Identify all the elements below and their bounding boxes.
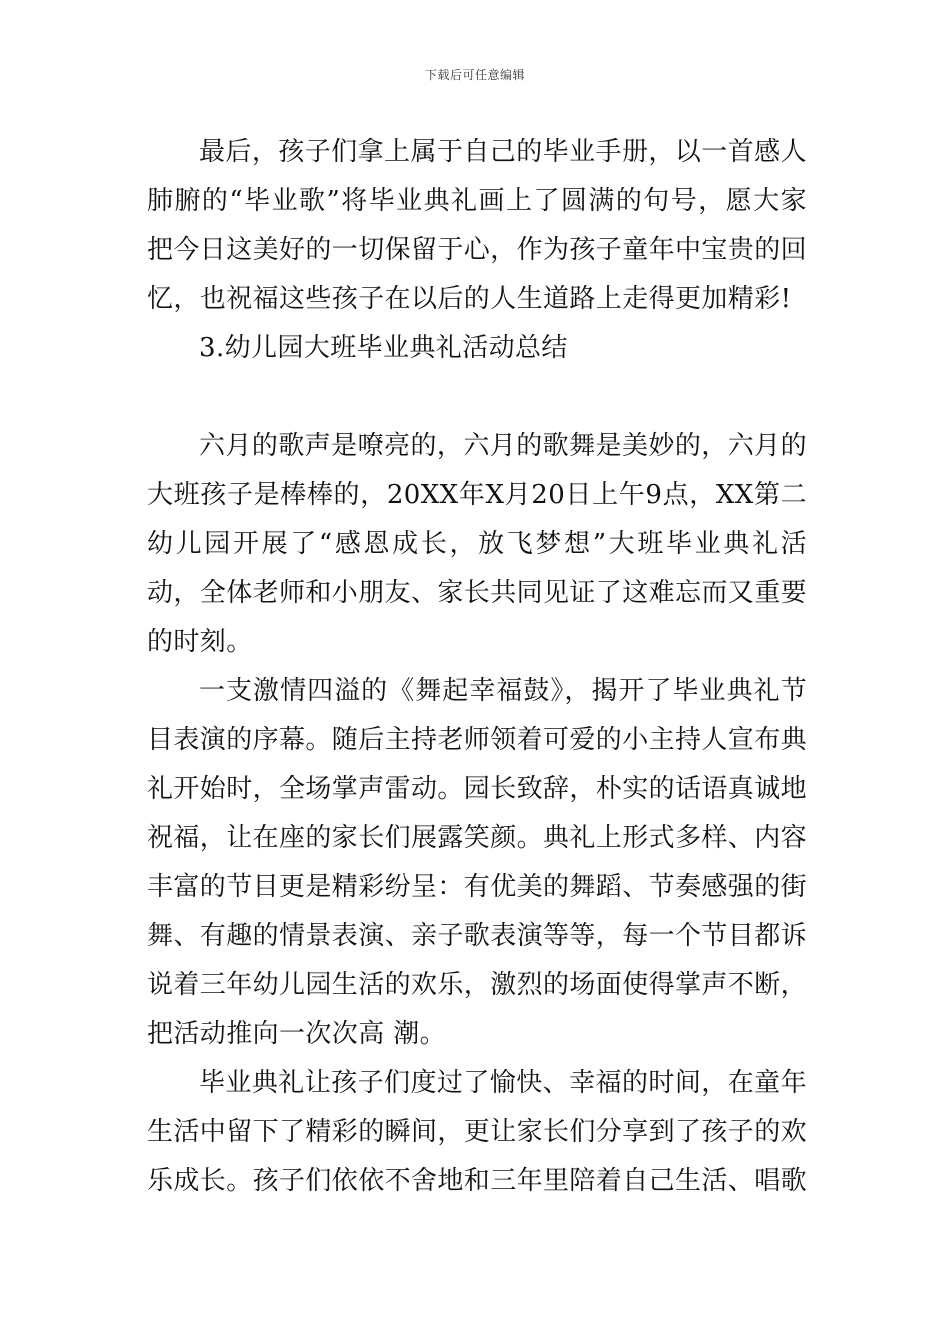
section-heading: 3.幼儿园大班毕业典礼活动总结: [199, 333, 568, 363]
paragraph-intro: 六月的歌声是嘹亮的，六月的歌舞是美妙的，六月的大班孩子是棒棒的，20XX年X月20日上午9点，XX第二幼儿园开展了“感恩成长，放飞梦想”大班毕业典礼活动，全体老师和小朋友、家长共同见证了这难忘而又重要的时刻。: [147, 431, 808, 657]
page-header-note: 下载后可任意编辑: [424, 68, 525, 82]
document-body: [147, 128, 807, 1206]
blank-line: [147, 373, 807, 422]
paragraph-performances: 一支激情四溢的《舞起幸福鼓》，揭开了毕业典礼节目表演的序幕。随后主持老师领着可爱的小主持人宣布典礼开始时，全场掌声雷动。园长致辞，朴实的话语真诚地祝福，让在座的家长们展露笑颜。典礼上形式多样、内容丰富的节目更是精彩纷呈：有优美的舞蹈、节奏感强的街舞、有趣的情景表演、亲子歌表演等等，每一个节目都诉说着三年幼儿园生活的欢乐，激烈的场面使得掌声不断，把活动推向一次次高 潮。: [147, 676, 808, 1049]
paragraph-conclusion: 毕业典礼让孩子们度过了愉快、幸福的时间，在童年生活中留下了精彩的瞬间，更让家长们分享到了孩子的欢乐成长。孩子们依依不舍地和三年里陪着自己生活、唱歌: [147, 1068, 808, 1196]
paragraph-closing: 最后，孩子们拿上属于自己的毕业手册，以一首感人肺腑的“毕业歌”将毕业典礼画上了圆满的句号，愿大家把今日这美好的一切保留于心，作为孩子童年中宝贵的回忆，也祝福这些孩子在以后的人生道路上走得更加精彩!: [147, 137, 808, 314]
